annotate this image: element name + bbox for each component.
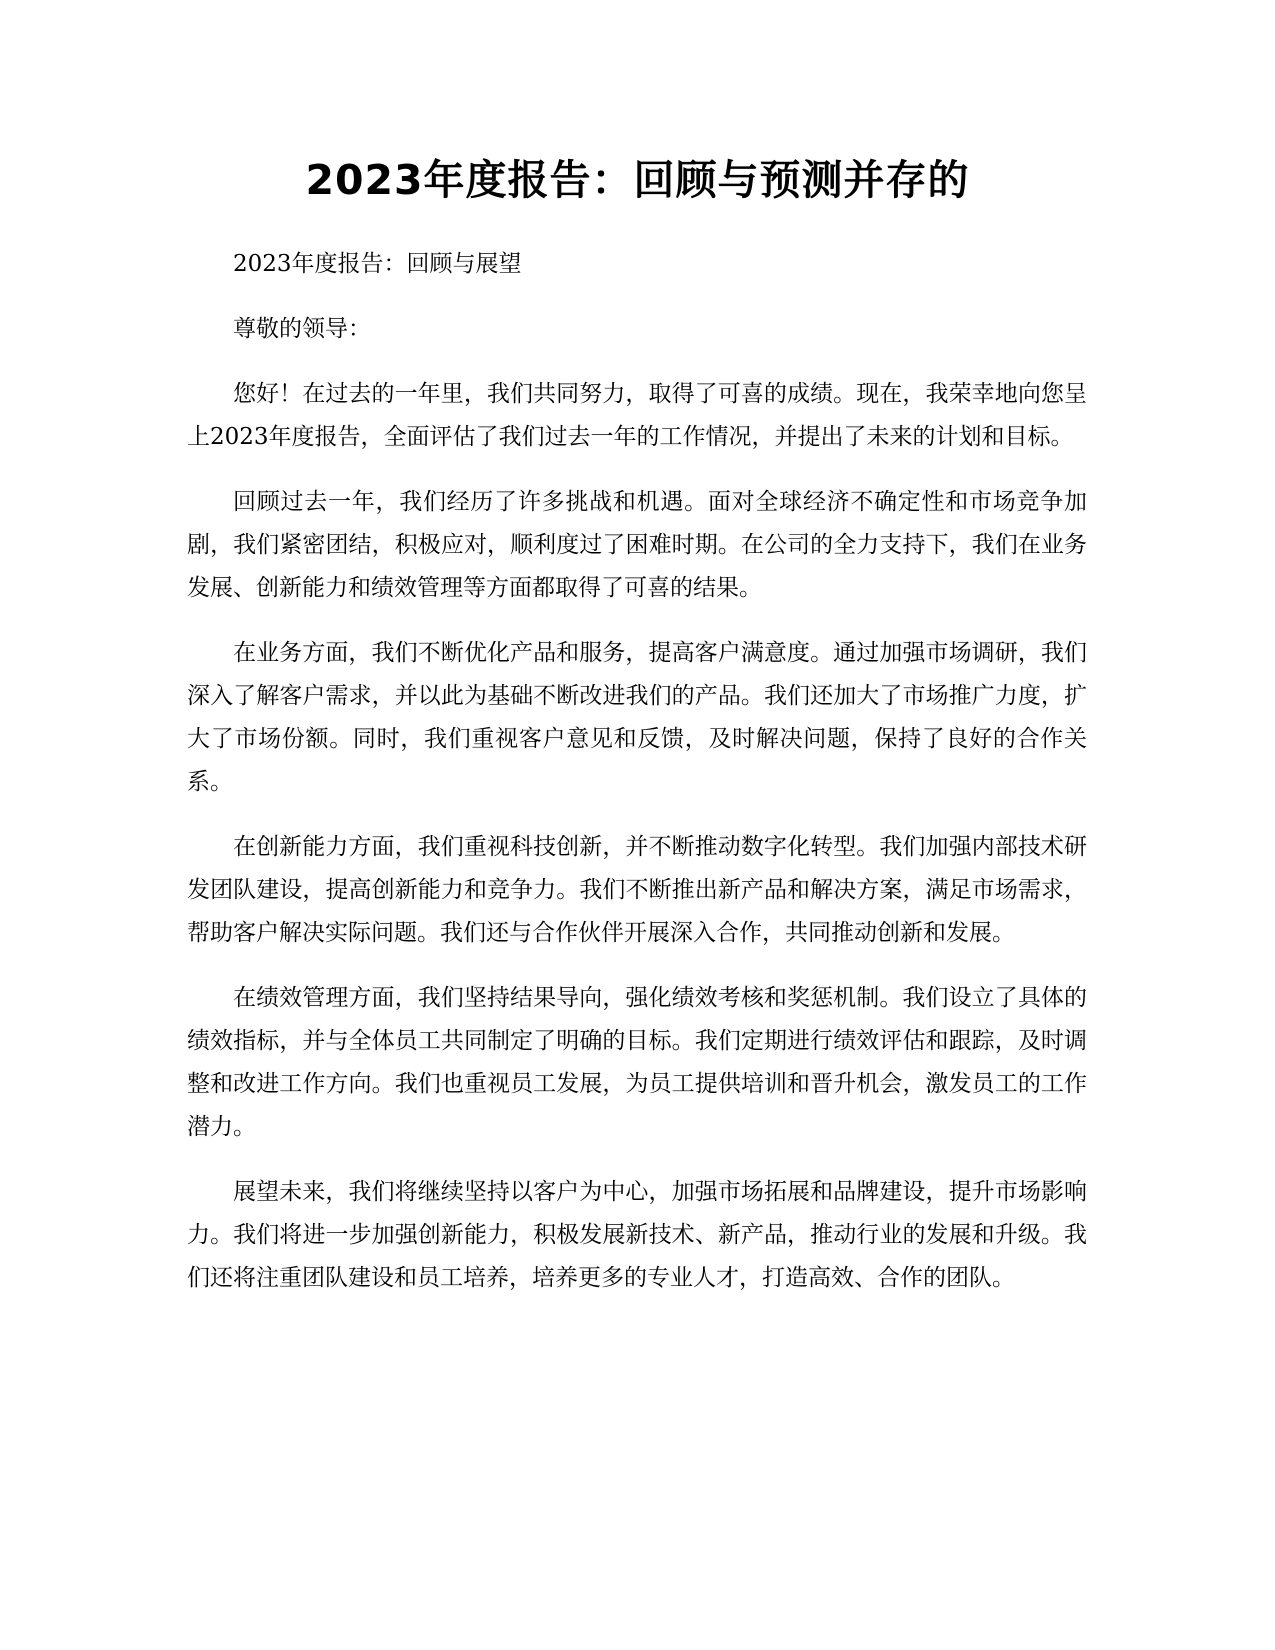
outlook-paragraph: 展望未来，我们将继续坚持以客户为中心，加强市场拓展和品牌建设，提升市场影响力。我们将进一步加强创新能力，积极发展新技术、新产品，推动行业的发展和升级。我们还将注重团队建设和员工培养，培养更多的专业人才，打造高效、合作的团队。 xyxy=(187,1179,1087,1291)
performance-paragraph: 在绩效管理方面，我们坚持结果导向，强化绩效考核和奖惩机制。我们设立了具体的绩效指标，并与全体员工共同制定了明确的目标。我们定期进行绩效评估和跟踪，及时调整和改进工作方向。我们也重视员工发展，为员工提供培训和晋升机会，激发员工的工作潜力。 xyxy=(187,985,1087,1140)
review-paragraph: 回顾过去一年，我们经历了许多挑战和机遇。面对全球经济不确定性和市场竞争加剧，我们紧密团结，积极应对，顺利度过了困难时期。在公司的全力支持下，我们在业务发展、创新能力和绩效管理等方面都取得了可喜的结果。 xyxy=(187,489,1087,601)
document-body xyxy=(187,243,1087,1322)
salutation-paragraph: 尊敬的领导： xyxy=(233,316,371,342)
document-title: 2023年度报告：回顾与预测并存的 xyxy=(305,156,970,204)
report-subtitle-paragraph: 2023年度报告：回顾与展望 xyxy=(233,251,522,277)
business-paragraph: 在业务方面，我们不断优化产品和服务，提高客户满意度。通过加强市场调研，我们深入了解客户需求，并以此为基础不断改进我们的产品。我们还加大了市场推广力度，扩大了市场份额。同时，我们重视客户意见和反馈，及时解决问题，保持了良好的合作关系。 xyxy=(187,640,1087,795)
intro-paragraph: 您好！在过去的一年里，我们共同努力，取得了可喜的成绩。现在，我荣幸地向您呈上2023年度报告，全面评估了我们过去一年的工作情况，并提出了未来的计划和目标。 xyxy=(187,381,1087,450)
innovation-paragraph: 在创新能力方面，我们重视科技创新，并不断推动数字化转型。我们加强内部技术研发团队建设，提高创新能力和竞争力。我们不断推出新产品和解决方案，满足市场需求，帮助客户解决实际问题。我们还与合作伙伴开展深入合作，共同推动创新和发展。 xyxy=(187,834,1087,946)
